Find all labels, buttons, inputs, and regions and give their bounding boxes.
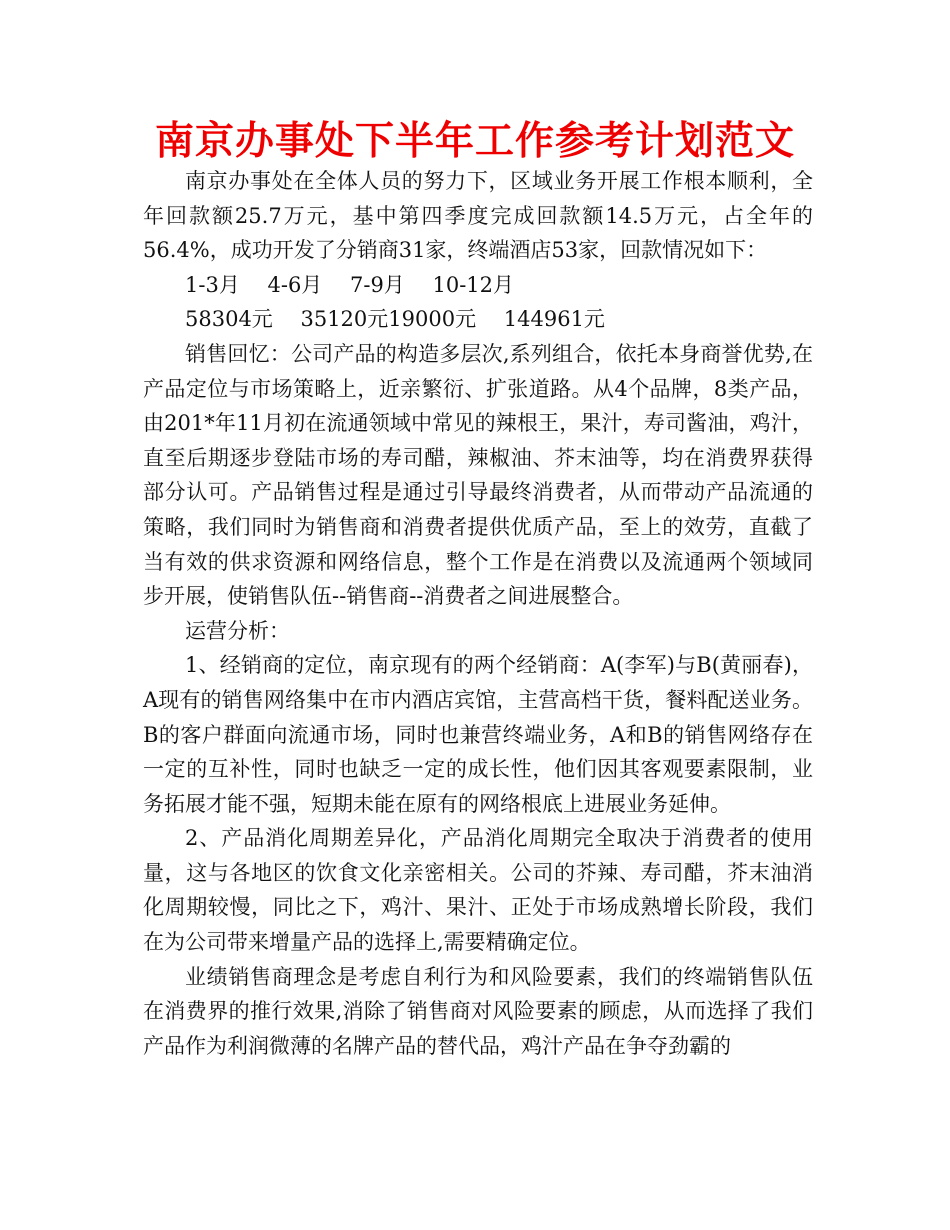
page-title: 南京办事处下半年工作参考计划范文 [154,119,795,164]
operations-heading: 运营分析： [185,618,290,643]
sales-review-paragraph: 销售回忆：公司产品的构造多层次,系列组合，依托本身商誉优势,在产品定位与市场策略上，近亲繁衍、扩张道路。从4个品牌，8类产品，由201*年11月初在流通领域中常见的辣根王，果汁，寿司酱油，鸡汁，直至后期逐步登陆市场的寿司醋，辣椒油、芥末油等，均在消费界获得部分认可。产品销售过程是通过引导最终消费者，从而带动产品流通的策略，我们同时为销售商和消费者提供优质产品，至上的效劳，直截了当有效的供求资源和网络信息，整个工作是在消费以及流通两个领域同步开展，使销售队伍--销售商--消费者之间进展整合。 [143,341,813,609]
point-1-paragraph: 1、经销商的定位，南京现有的两个经销商：A(李军)与B(黄丽春)，A现有的销售网络集中在市内酒店宾馆，主营高档干货，餐料配送业务。B的客户群面向流通市场，同时也兼营终端业务，A和B的销售网络存在一定的互补性，同时也缺乏一定的成长性，他们因其客观要素限制，业务拓展才能不强，短期未能在原有的网络根底上进展业务延伸。 [143,653,813,816]
point-2-paragraph: 2、产品消化周期差异化，产品消化周期完全取决于消费者的使用量，这与各地区的饮食文化亲密相关。公司的芥辣、寿司醋，芥末油消化周期较慢，同比之下，鸡汁、果汁、正处于市场成熟增长阶段，我们在为公司带来增量产品的选择上,需要精确定位。 [143,826,813,955]
document-body [143,164,813,1063]
amount-row: 58304元 35120元19000元 144961元 [185,307,605,332]
intro-paragraph: 南京办事处在全体人员的努力下，区域业务开展工作根本顺利，全年回款额25.7万元，基中第四季度完成回款额14.5万元，占全年的56.4%，成功开发了分销商31家，终端酒店53家，回款情况如下： [143,169,813,263]
performance-paragraph: 业绩销售商理念是考虑自利行为和风险要素，我们的终端销售队伍在消费界的推行效果,消除了销售商对风险要素的顾虑，从而选择了我们产品作为利润微薄的名牌产品的替代品，鸡汁产品在争夺劲霸的 [143,964,813,1058]
period-row: 1-3月 4-6月 7-9月 10-12月 [185,272,515,297]
